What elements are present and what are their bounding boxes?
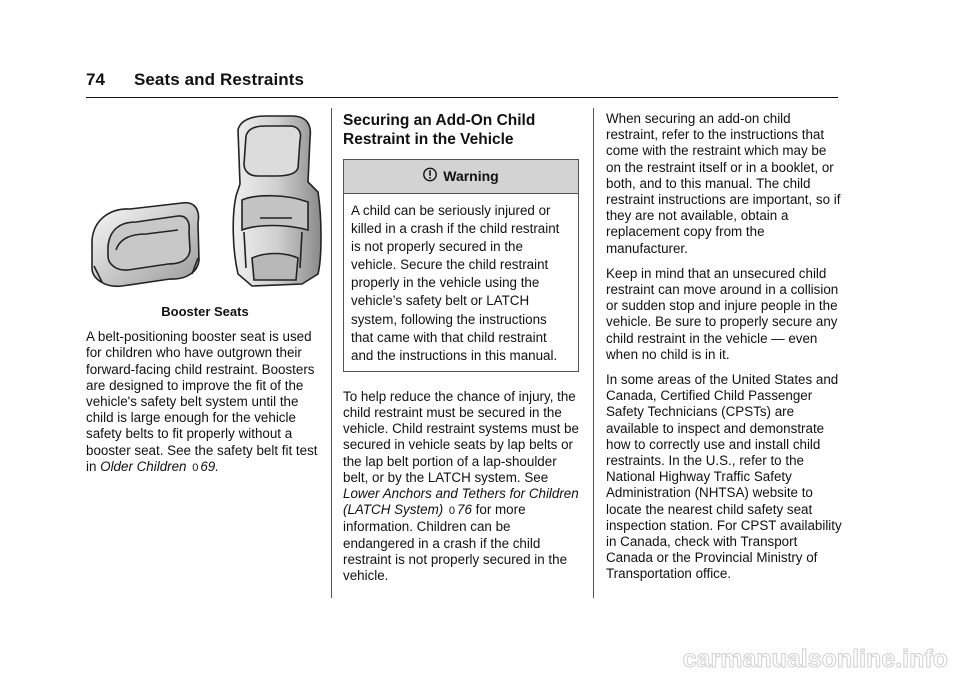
booster-seats-illustration	[86, 108, 324, 304]
cpst-paragraph: In some areas of the United States and Canada, Certified Child Passenger Safety Technicians (CPSTs) are available to inspect and demonstrate how to correctly use and install child restraints. In the U.S., refer to the National Highway Traffic Safety Administration (NHTSA) website to locate the nearest child safety seat inspection station. For CPST availability in Canada, check with Transport Canada or the Provincial Ministry of Transportation office.	[606, 372, 842, 582]
latch-paragraph: To help reduce the chance of injury, the child restraint must be secured in the vehicle. Child restraint systems must be secured in vehicle seats by lap belts or the lap belt portion of a lap-shoulder belt, or by the LATCH system. See Lower Anchors and Tethers for Children (LATCH System) 0 76 for more information. Children can be endangered in a crash if the child restraint is not properly secured in the vehicle.	[343, 388, 579, 584]
warning-icon	[423, 167, 437, 185]
page-ref-76[interactable]: 76	[457, 502, 472, 518]
page-title: Seats and Restraints	[133, 70, 305, 89]
page-ref-69[interactable]: 69.	[200, 458, 219, 474]
unsecured-paragraph: Keep in mind that an unsecured child restraint can move around in a collision or sudden stop and injure people in the vehicle. Be sure to properly secure any child restraint in the vehicle — even when no child is in it.	[606, 265, 839, 362]
high-back-booster-seat	[233, 116, 321, 286]
booster-paragraph: A belt-positioning booster seat is used for children who have outgrown their forward-facing child restraint. Boosters are designed to improve the fit of the vehicle's safety belt system until the child is large enough for the vehicle safety belts to fit properly without a booster seat. See the safety belt fit test in Older Children 0 69.	[86, 329, 318, 474]
column-3	[606, 111, 842, 592]
instructions-paragraph: When securing an add-on child restraint, refer to the instructions that come with the restraint which may be on the restraint itself or in a booklet, or both, and to this manual. The child restraint instructions are important, so if they are not available, obtain a replacement copy from the manufacturer.	[606, 111, 841, 256]
page-ref-icon: 0	[192, 461, 199, 474]
column-divider-1	[331, 108, 332, 598]
column-2	[343, 111, 579, 593]
warning-box	[343, 159, 579, 372]
latch-system-link[interactable]: Lower Anchors and Tethers for Children (LATCH System)	[343, 486, 579, 518]
figure-caption: Booster Seats	[161, 304, 249, 319]
warning-label: Warning	[443, 168, 499, 185]
booster-seat-images	[86, 108, 324, 304]
warning-text: A child can be seriously injured or killed in a crash if the child restraint is not properly secured in the vehicle. Secure the child restraint properly in the vehicle using the vehicle’s safety belt or LATCH system, following the instructions that came with that child restraint and the instructions in this manual.	[351, 203, 560, 363]
page-ref-icon: 0	[448, 505, 456, 518]
column-divider-2	[593, 108, 594, 598]
watermark	[652, 644, 952, 674]
column-1	[86, 108, 324, 485]
header-rule	[86, 97, 838, 98]
page-number: 74	[86, 70, 106, 89]
watermark-text: carmanualsonline.info	[682, 645, 948, 673]
warning-header	[344, 160, 578, 194]
page-header	[86, 70, 304, 90]
backless-booster-seat	[92, 203, 199, 287]
section-title: Securing an Add-On Child Restraint in the Vehicle	[343, 112, 536, 148]
older-children-link[interactable]: Older Children	[100, 458, 187, 474]
